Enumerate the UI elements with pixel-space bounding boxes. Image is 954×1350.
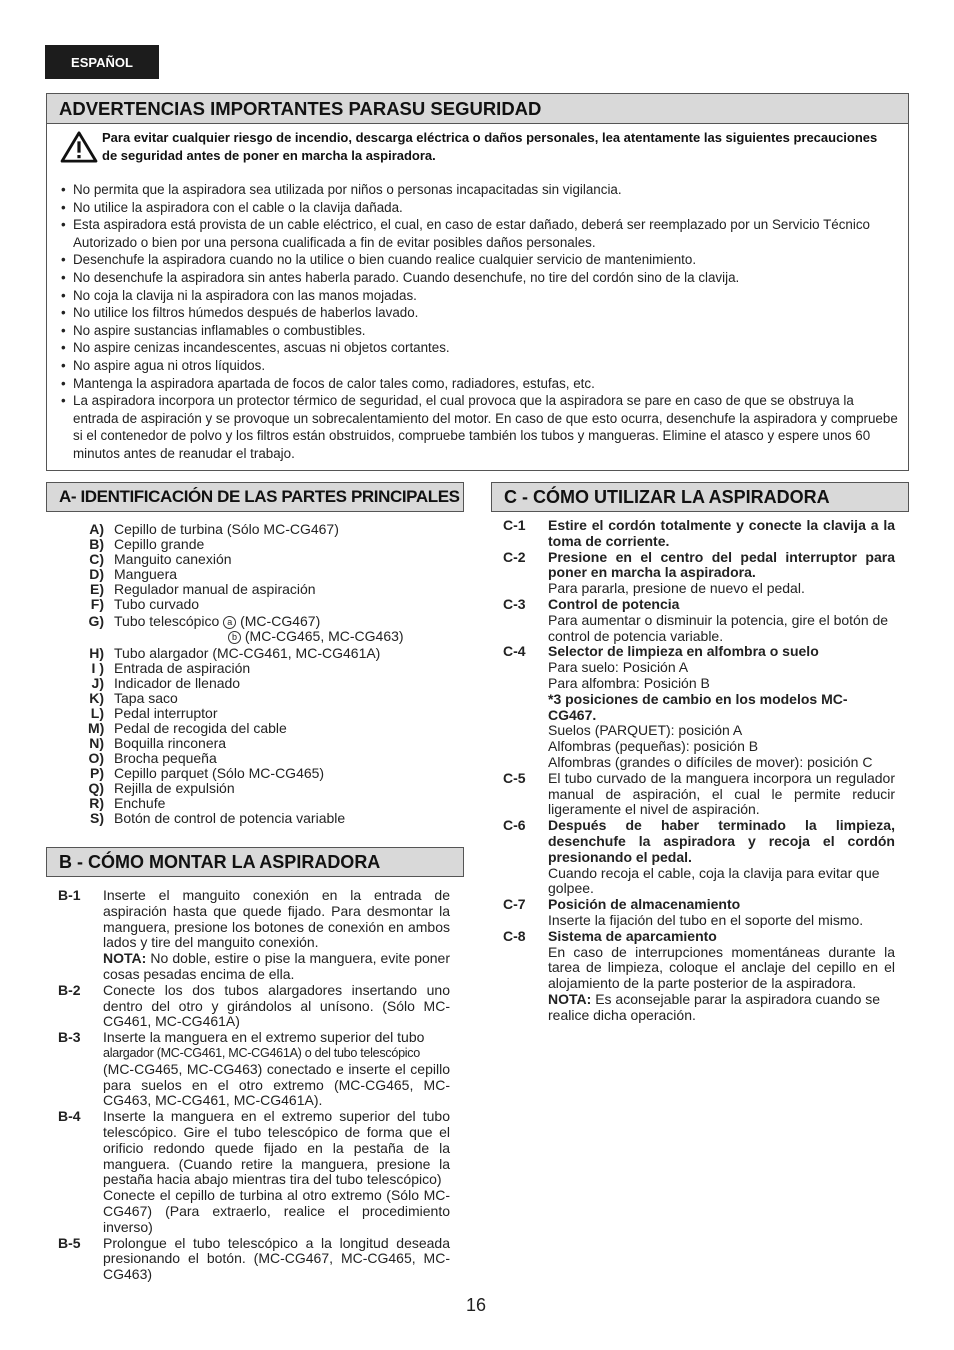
list-item: • No utilice los filtros húmedos después de haberlos lavado. bbox=[61, 304, 901, 322]
parts-list bbox=[88, 522, 458, 826]
section-b-header bbox=[46, 847, 464, 877]
list-item: • La aspiradora incorpora un protector térmico de seguridad, el cual provoca que la aspiradora se pare en caso de que se obstruya la entrada de aspiración y se provoque un sobrecalentamiento del motor. En caso de que esto ocurra, desenchufe la aspiradora y compruebe si el contenedor de polvo y los filtros están obstruidos, compruebe también los tubos y mangueras. Elimine el atasco y espere unos 60 minutos antes de reanudar el trabajo. bbox=[61, 392, 901, 462]
section-b-title: B - CÓMO MONTAR LA ASPIRADORA bbox=[59, 851, 381, 872]
list-item: G) Tubo telescópico a (MC-CG467) b (MC-CG465, MC-CG463) bbox=[88, 613, 404, 644]
list-item: • No aspire cenizas incandescentes, ascuas ni objetos cortantes. bbox=[61, 339, 901, 357]
list-item: • No aspire sustancias inflamables o combustibles. bbox=[61, 322, 901, 340]
list-item: B-3 Inserte la manguera en el extremo superior del tubo alargador (MC-CG461, MC-CG461A) o del tubo telescópico (MC-CG465, MC-CG463) conectado e inserte el cepillo para suelos en el otro extremo (MC-CG465, MC-CG463, MC-CG461, MC-CG461A). bbox=[58, 1029, 450, 1109]
list-item: C-5 El tubo curvado de la manguera incorpora un regulador manual de aspiración, el cual le permite reducir ligeramente el nivel de aspiración. bbox=[503, 769, 895, 818]
list-item: • No utilice la aspiradora con el cable o la clavija dañada. bbox=[61, 199, 901, 217]
list-item: C-2 Presione en el centro del pedal interruptor para poner en marcha la aspiradora. Para pararla, presione de nuevo el pedal. bbox=[503, 548, 895, 597]
list-item: S) Botón de control de potencia variable bbox=[90, 810, 346, 826]
list-item: N) Boquilla rinconera bbox=[89, 735, 227, 751]
list-item: B) Cepillo grande bbox=[89, 536, 205, 552]
list-item: C) Manguito canexión bbox=[89, 551, 232, 567]
list-item: • Mantenga la aspiradora apartada de focos de calor tales como, radiadores, estufas, etc. bbox=[61, 375, 901, 393]
list-item: C-3 Control de potencia Para aumentar o disminuir la potencia, gire el botón de control de potencia variable. bbox=[503, 595, 889, 644]
list-item: Q) Rejilla de expulsión bbox=[88, 780, 235, 796]
list-item: • Desenchufe la aspiradora cuando no la utilice o bien cuando realice cualquier servicio de mantenimiento. bbox=[61, 251, 901, 269]
list-item: J) Indicador de llenado bbox=[91, 675, 241, 691]
list-item: H) Tubo alargador (MC-CG461, MC-CG461A) bbox=[89, 645, 381, 661]
list-item: L) Pedal interruptor bbox=[90, 705, 218, 721]
warning-box bbox=[46, 123, 909, 471]
list-item: A) Cepillo de turbina (Sólo MC-CG467) bbox=[89, 521, 339, 537]
page-number: 16 bbox=[466, 1295, 487, 1315]
warning-triangle-icon bbox=[60, 131, 98, 163]
list-item: R) Enchufe bbox=[89, 795, 166, 811]
list-item: F) Tubo curvado bbox=[90, 596, 200, 612]
list-item: I ) Entrada de aspiración bbox=[91, 660, 251, 676]
list-item: B-5 Prolongue el tubo telescópico a la longitud deseada presionando el botón. (MC-CG467, MC-CG465, MC-CG463) bbox=[58, 1234, 450, 1283]
list-item: K) Tapa saco bbox=[89, 690, 178, 706]
list-item: C-8 Sistema de aparcamiento En caso de interrupciones momentáneas durante la tarea de limpieza, coloque el anclaje del cepillo en el alojamiento de la parte posterior de la aspiradora. NOTA: Es aconsejable parar la aspiradora cuando se realice dicha operación. bbox=[503, 927, 895, 1023]
list-item: • No aspire agua ni otros líquidos. bbox=[61, 357, 901, 375]
list-item: E) Regulador manual de aspiración bbox=[90, 581, 316, 597]
list-item: B-1 Inserte el manguito conexión en la entrada de aspiración hasta que quede fijado. Para desmontar la manguera, presione los botones de conexión en ambos lados y tire del manguito conexión. NOTA: No doble, estire o pise la manguera, evite poner cosas pesadas encima de ella. bbox=[58, 887, 450, 982]
section-a-header bbox=[46, 482, 464, 512]
list-item: C-7 Posición de almacenamiento Inserte la fijación del tubo en el soporte del mismo. bbox=[503, 896, 864, 928]
warning-intro: Para evitar cualquier riesgo de incendio, descarga eléctrica o daños personales, lea atentamente las siguientes precauciones de seguridad antes de poner en marcha la aspiradora. bbox=[102, 130, 878, 163]
list-item: D) Manguera bbox=[89, 566, 178, 582]
list-item: • No coja la clavija ni la aspiradora con las manos mojadas. bbox=[61, 287, 901, 305]
list-item: • Esta aspiradora está provista de un cable eléctrico, el cual, en caso de estar dañado, deberá ser reemplazado por un Servicio Técnico Autorizado o bien por una persona cualificada a fin de evitar posibles daños personales. bbox=[61, 216, 901, 251]
language-tab: ESPAÑOL bbox=[45, 45, 159, 79]
usage-steps bbox=[503, 518, 895, 1024]
list-item: • No desenchufe la aspiradora sin antes haberla parado. Cuando desenchufe, no tire del cordón sino de la clavija. bbox=[61, 269, 901, 287]
assembly-steps bbox=[58, 888, 450, 1283]
warning-bullets bbox=[61, 181, 901, 463]
list-item: C-6 Después de haber terminado la limpieza, desenchufe la aspiradora y recoja el cordón presionando el pedal. Cuando recoja el cable, coja la clavija para evitar que golpee. bbox=[503, 817, 895, 897]
list-item: C-1 Estire el cordón totalmente y conecte la clavija a la toma de corriente. bbox=[503, 517, 895, 549]
list-item: P) Cepillo parquet (Sólo MC-CG465) bbox=[90, 765, 325, 781]
warning-title: ADVERTENCIAS IMPORTANTES PARASU SEGURIDAD bbox=[59, 97, 542, 119]
section-c-title: C - CÓMO UTILIZAR LA ASPIRADORA bbox=[504, 486, 830, 507]
list-item: C-4 Selector de limpieza en alfombra o suelo Para suelo: Posición A Para alfombra: Posición B *3 posiciones de cambio en los modelos MC-CG467. Suelos (PARQUET): posición A Alfombras (pequeñas): posición B Alfombras (grandes o difíciles de mover): posición C bbox=[503, 643, 873, 770]
section-c-header bbox=[491, 482, 909, 512]
list-item: • No permita que la aspiradora sea utilizada por niños o personas incapacitadas sin vigilancia. bbox=[61, 181, 901, 199]
list-item: O) Brocha pequeña bbox=[88, 750, 217, 766]
list-item: M) Pedal de recogida del cable bbox=[88, 720, 287, 736]
warning-header bbox=[46, 93, 909, 124]
list-item: B-2 Conecte los dos tubos alargadores insertando uno dentro del otro y girándolos al unísono. (Sólo MC-CG461, MC-CG461A) bbox=[58, 981, 450, 1030]
list-item: B-4 Inserte la manguera en el extremo superior del tubo telescópico. Gire el tubo telescópico de forma que el orificio redondo quede fijado en la pestaña de la manguera. (Cuando retire la manguera, presione la pestaña hacia abajo mientras tira del tubo telescópico) Conecte el cepillo de turbina al otro extremo (Sólo MC-CG467) (Para extraerlo, realice el procedimiento inverso) bbox=[58, 1108, 450, 1235]
section-a-title: A- IDENTIFICACIÓN DE LAS PARTES PRINCIPALES bbox=[59, 487, 460, 506]
